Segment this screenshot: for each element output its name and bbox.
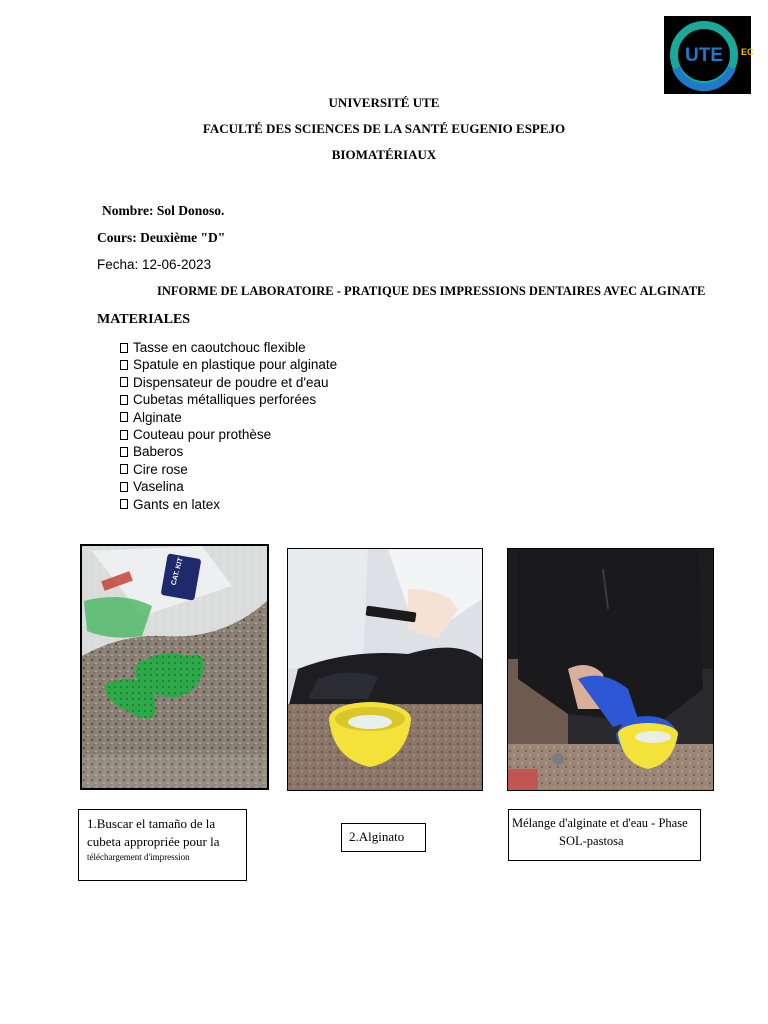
checkbox-square-icon xyxy=(120,360,128,370)
logo-text: UTE xyxy=(685,45,723,66)
material-label: Tasse en caoutchouc flexible xyxy=(133,340,306,355)
caption-line: téléchargement d'impression xyxy=(87,852,190,862)
list-item xyxy=(120,409,337,426)
checkbox-square-icon xyxy=(120,430,128,440)
faculty-name: FACULTÉ DES SCIENCES DE LA SANTÉ EUGENIO ESPEJO xyxy=(202,121,566,136)
material-label: Spatule en plastique pour alginate xyxy=(133,357,338,373)
materials-list xyxy=(120,339,337,513)
list-item xyxy=(120,496,337,513)
checkbox-square-icon xyxy=(120,447,128,457)
material-label: Cubetas métalliques perforées xyxy=(133,392,317,408)
university-name: UNIVERSITÉ UTE xyxy=(328,95,440,110)
list-item xyxy=(120,443,337,460)
list-item xyxy=(120,339,337,356)
checkbox-square-icon xyxy=(120,464,128,474)
checkbox-square-icon xyxy=(120,377,128,387)
caption-line: SOL-pastosa xyxy=(559,834,624,848)
checkbox-square-icon xyxy=(120,343,128,353)
photo-trays xyxy=(80,544,269,790)
university-logo xyxy=(664,16,754,94)
material-label: Cire rose xyxy=(133,461,188,477)
material-label: Couteau pour prothèse xyxy=(133,426,272,442)
logo-side-text: EC xyxy=(741,47,754,57)
checkbox-square-icon xyxy=(120,499,128,509)
materials-heading: MATERIALES xyxy=(97,312,191,327)
material-label: Dispensateur de poudre et d'eau xyxy=(133,374,329,390)
caption-line: 1.Buscar el tamaño de la xyxy=(87,816,216,831)
checkbox-square-icon xyxy=(120,412,128,422)
caption-line: cubeta appropriée pour la xyxy=(87,834,220,849)
checkbox-square-icon xyxy=(120,482,128,492)
material-label: Baberos xyxy=(133,444,184,460)
caption-step-2 xyxy=(341,823,426,852)
subject-name: BIOMATÉRIAUX xyxy=(331,147,437,162)
date-field: Fecha: 12-06-2023 xyxy=(97,257,212,272)
caption-step-1 xyxy=(78,809,247,881)
report-title: INFORME DE LABORATOIRE - PRATIQUE DES IMPRESSIONS DENTAIRES AVEC ALGINATE xyxy=(157,284,706,298)
checkbox-square-icon xyxy=(120,395,128,405)
list-item xyxy=(120,478,337,495)
list-item xyxy=(120,374,337,391)
list-item xyxy=(120,356,337,373)
course-field: Cours: Deuxième "D" xyxy=(97,230,226,245)
material-label: Alginate xyxy=(133,409,182,425)
list-item xyxy=(120,461,337,478)
list-item xyxy=(120,426,337,443)
material-label: Vaselina xyxy=(133,479,184,495)
caption-line: 2.Alginato xyxy=(349,829,405,844)
material-label: Gants en latex xyxy=(133,496,221,512)
bag-label-text: CAT. KIT xyxy=(170,557,185,587)
photo-alginate-bowl xyxy=(287,548,483,791)
caption-step-3 xyxy=(508,809,701,861)
student-name: Nombre: Sol Donoso. xyxy=(102,203,225,218)
photo-mixing xyxy=(507,548,714,791)
list-item xyxy=(120,391,337,408)
caption-line: Mélange d'alginate et d'eau - Phase xyxy=(512,816,688,830)
